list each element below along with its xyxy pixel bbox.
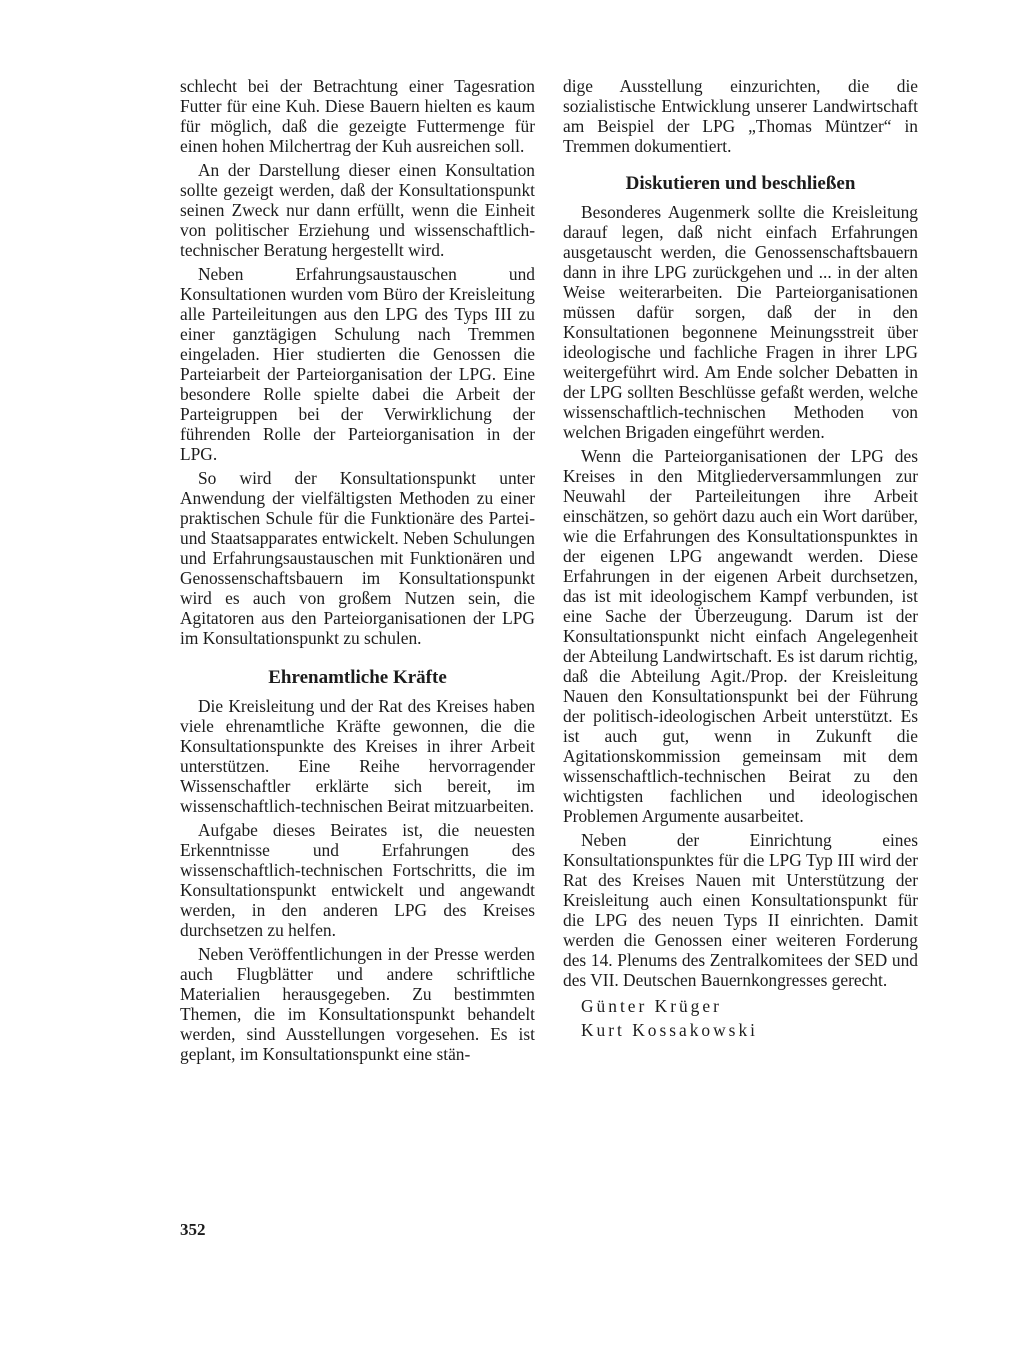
paragraph: Neben Veröffentlichungen in der Presse werden auch Flugblätter und andere schriftliche Materialien herausgegeben. Zu bestimmten Themen, die im Konsultationspunkt behandelt werden, sind Ausstellungen vorgesehen. Es ist geplant, im Konsultationspunkt eine stän- <box>180 944 535 1064</box>
paragraph: Neben der Einrichtung eines Konsultationspunktes für die LPG Typ III wird der Rat des Kreises Nauen mit Unterstützung der Kreisleitung auch einen Konsultationspunkt für die LPG des neuen Typs II einrichten. Damit werden die Genossen einer weiteren Forderung des 14. Plenums des Zentralkomitees der SED und des VII. Deutschen Bauernkongresses gerecht. <box>563 830 918 990</box>
page-number: 352 <box>180 1220 206 1239</box>
paragraph: Die Kreisleitung und der Rat des Kreises haben viele ehrenamtliche Kräfte gewonnen, die die Konsultationspunkte des Kreises in ihrer Arbeit unterstützen. Eine Reihe hervorragender Wissenschaftler erklärte sich bereit, im wissenschaftlich-technischen Beirat mitzuarbeiten. <box>180 696 535 816</box>
paragraph: schlecht bei der Betrachtung einer Tagesration Futter für eine Kuh. Diese Bauern hielten es kaum für möglich, daß die gezeigte Futtermenge für einen hohen Milchertrag der Kuh ausreichen soll. <box>180 76 535 156</box>
paragraph: Aufgabe dieses Beirates ist, die neuesten Erkenntnisse und Erfahrungen des wissenschaftlich-technischen Fortschritts, die im Konsultationspunkt entwickelt und angewandt werden, in den anderen LPG des Kreises durchsetzen zu helfen. <box>180 820 535 940</box>
right-column <box>563 76 918 1044</box>
left-column <box>180 76 535 1068</box>
paragraph: So wird der Konsultationspunkt unter Anwendung der vielfältigsten Methoden zu einer praktischen Schule für die Funktionäre des Partei- und Staatsapparates entwickelt. Neben Schulungen und Erfahrungsaustauschen mit Funktionären und Genossenschaftsbauern im Konsultationspunkt wird es auch von großem Nutzen sein, die Agitatoren aus den Parteiorganisationen der LPG im Konsultationspunkt zu schulen. <box>180 468 535 648</box>
paragraph: Neben Erfahrungsaustauschen und Konsultationen wurden vom Büro der Kreisleitung alle Parteileitungen aus den LPG des Typs III zu einer ganztägigen Schulung nach Tremmen eingeladen. Hier studierten die Genossen die Parteiarbeit der Parteiorganisation der LPG. Eine besondere Rolle spielte dabei die Arbeit der Parteigruppen bei der Verwirklichung der führenden Rolle der Parteiorganisation in der LPG. <box>180 264 535 464</box>
author-signature: Kurt Kossakowski <box>581 1020 758 1040</box>
paragraph: dige Ausstellung einzurichten, die die sozialistische Entwicklung unserer Landwirtschaft am Beispiel der LPG „Thomas Müntzer“ in Tremmen dokumentiert. <box>563 76 918 156</box>
author-signature: Günter Krüger <box>581 996 722 1016</box>
section-heading: Diskutieren und beschließen <box>625 173 856 194</box>
paragraph: Besonderes Augenmerk sollte die Kreisleitung darauf legen, daß nicht einfach Erfahrungen ausgetauscht werden, die Genossenschaftsbauern dann in ihre LPG zurückgehen und ... in der alten Weise weiterarbeiten. Die Parteiorganisationen müssen dafür sorgen, daß der in den Konsultationen begonnene Meinungsstreit über ideologische und fachliche Fragen in ihrer LPG weitergeführt wird. Am Ende solcher Debatten in der LPG sollten Beschlüsse gefaßt werden, welche wissenschaftlich-technischen Methoden von welchen Brigaden eingeführt werden. <box>563 202 918 442</box>
paragraph: Wenn die Parteiorganisationen der LPG des Kreises in den Mitgliederversammlungen zur Neuwahl der Parteileitungen ihre Arbeit einschätzen, so gehört dazu auch ein Wort darüber, wie die Erfahrungen des Konsultationspunktes in der eigenen LPG angewandt werden. Diese Erfahrungen in der eigenen Arbeit durchsetzen, das ist mit ideologischem Kampf verbunden, ist eine Sache der Überzeugung. Darum ist der Konsultationspunkt nicht einfach Angelegenheit der Abteilung Landwirtschaft. Es ist darum richtig, daß die Abteilung Agit./Prop. der Kreisleitung Nauen den Konsultationspunkt bei der Führung der politisch-ideologischen Arbeit unterstützt. Es ist auch gut, wenn in Zukunft die Agitationskommission gemeinsam mit dem wissenschaftlich-technischen Beirat zu den wichtigsten fachlichen und ideologischen Problemen Argumente ausarbeitet. <box>563 446 918 826</box>
section-heading: Ehrenamtliche Kräfte <box>268 667 447 688</box>
paragraph: An der Darstellung dieser einen Konsultation sollte gezeigt werden, daß der Konsultationspunkt seinen Zweck nur dann erfüllt, wenn die Einheit von politischer Erziehung und wissenschaftlich-technischer Beratung hergestellt wird. <box>180 160 535 260</box>
